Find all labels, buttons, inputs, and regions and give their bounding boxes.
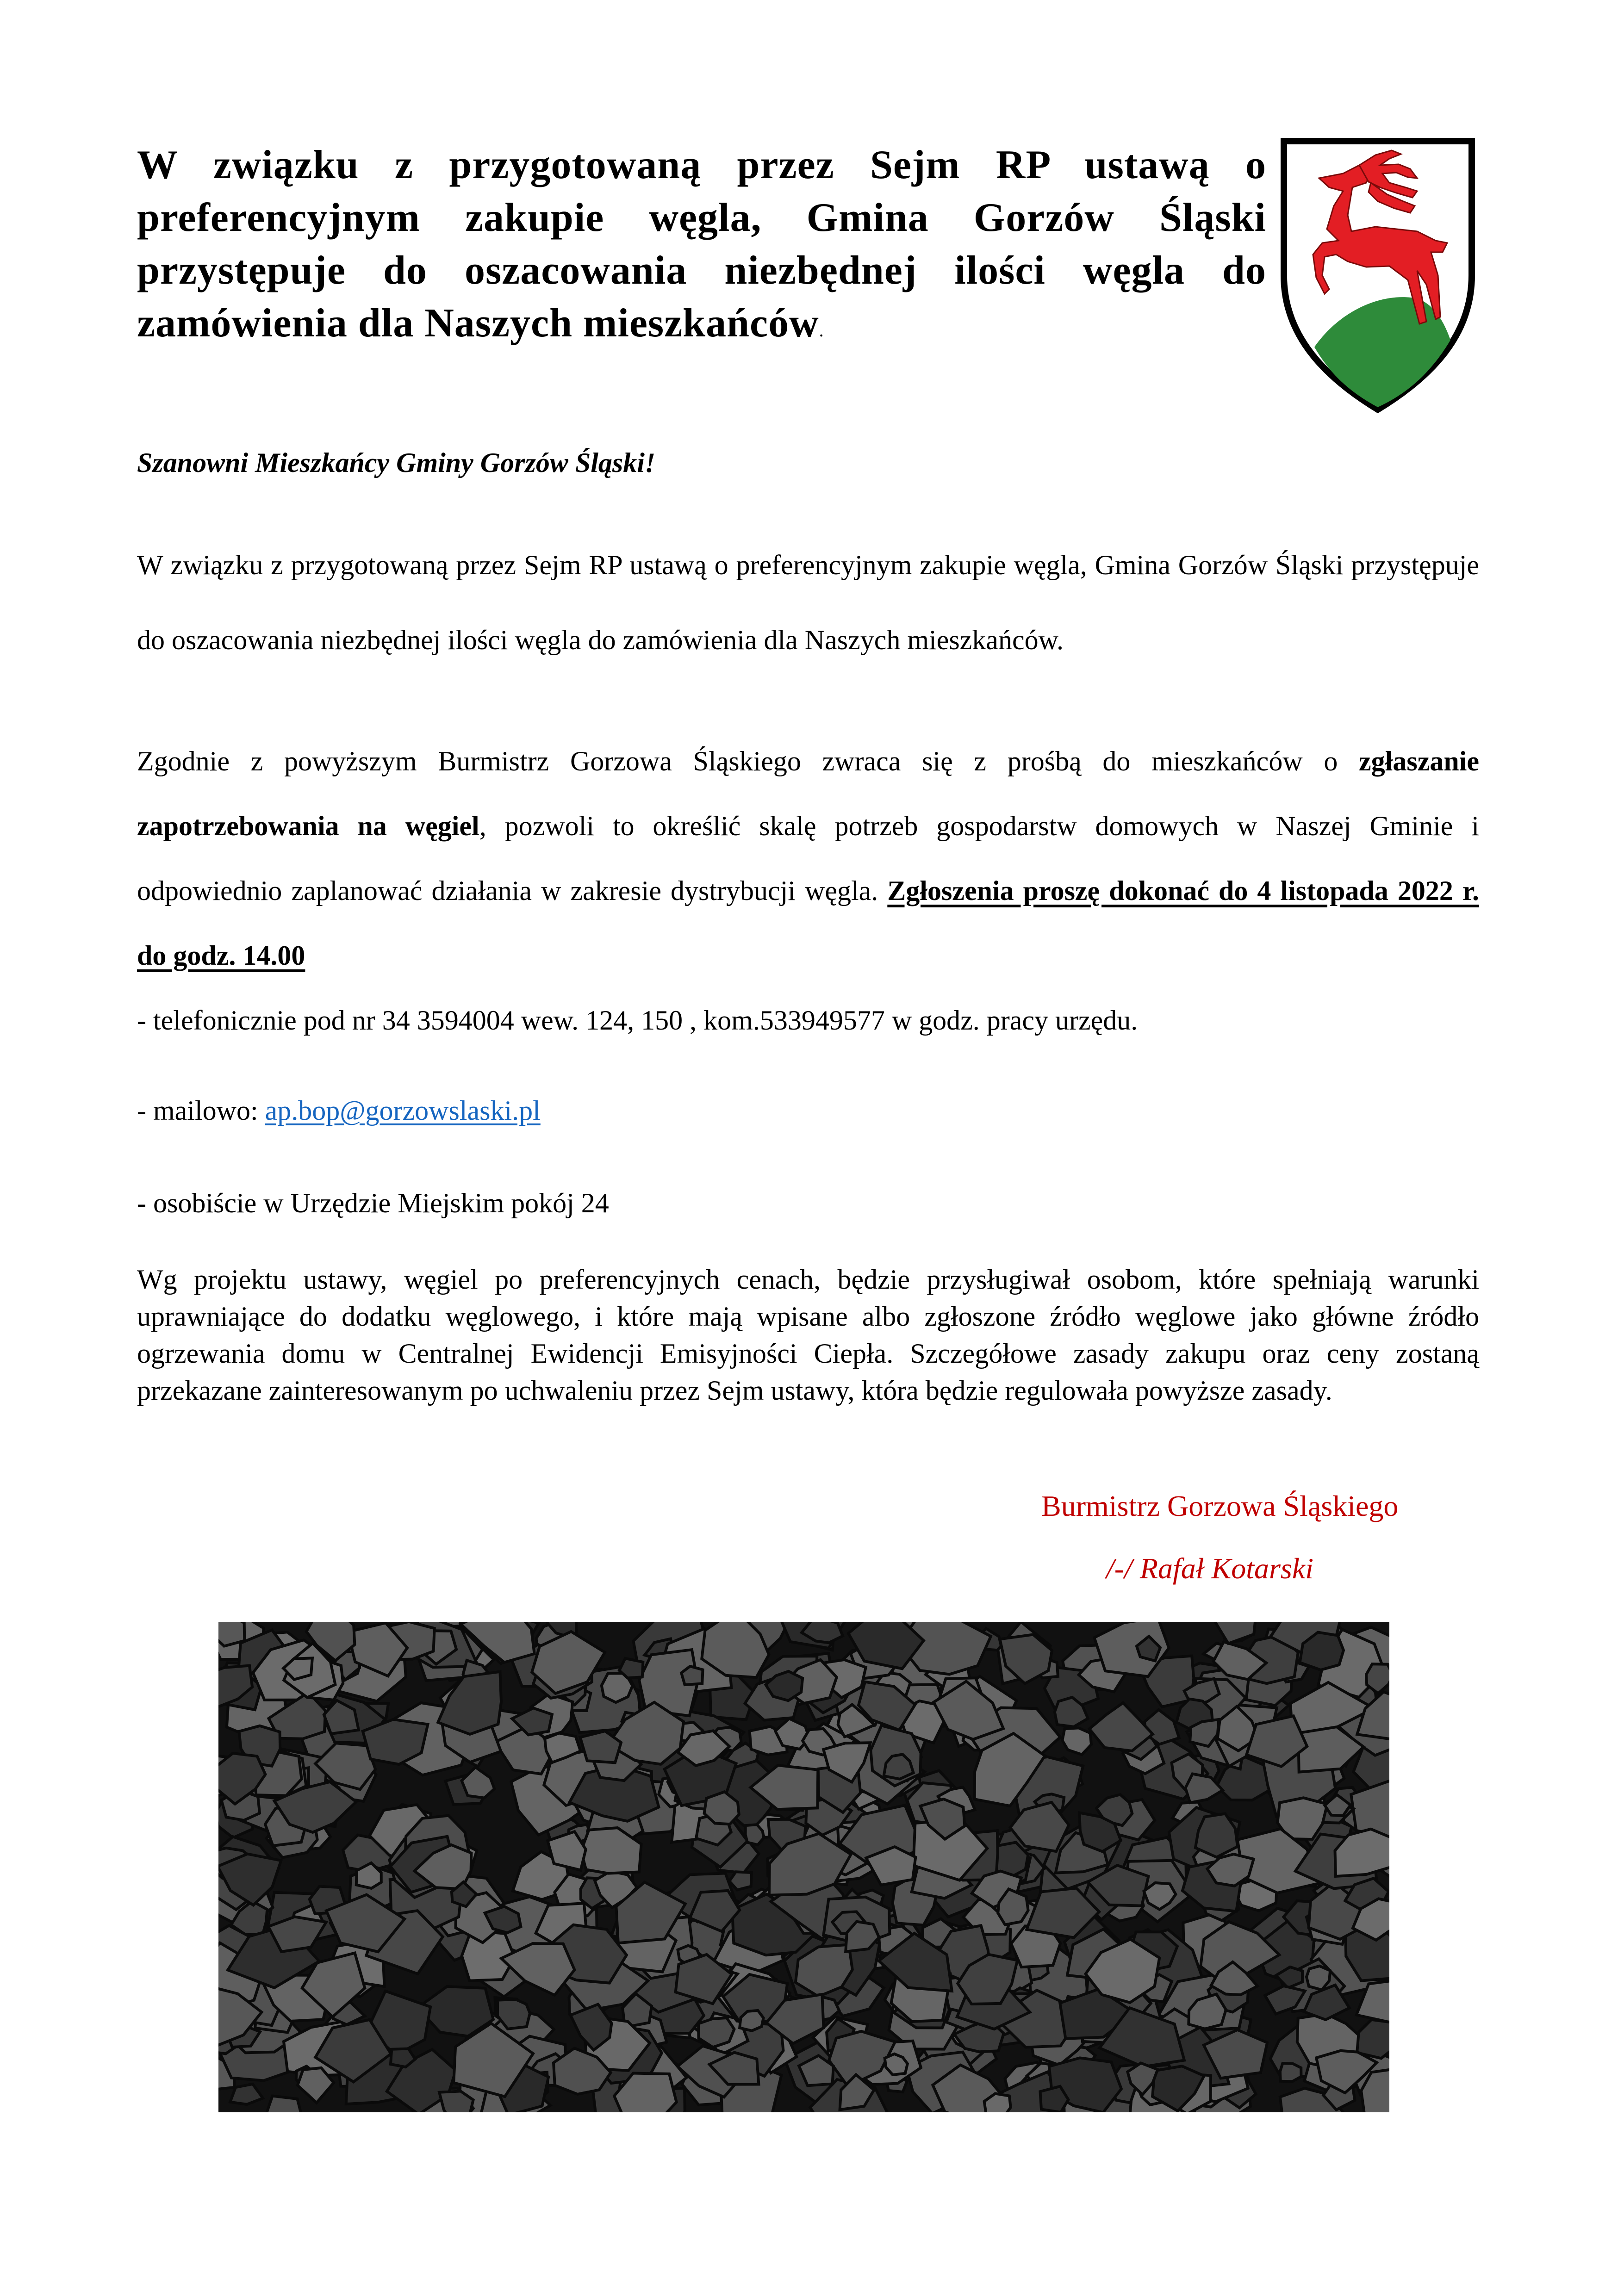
- signature-title: Burmistrz Gorzowa Śląskiego: [1041, 1489, 1399, 1522]
- contact-email-line: [137, 1092, 541, 1129]
- coal-photo: [218, 1622, 1389, 2112]
- law-info-paragraph: Wg projektu ustawy, węgiel po preferencyjnych cenach, będzie przysługiwał osobom, które spełniają warunki uprawniające do dodatku węglowego, i które mają wpisane albo zgłoszone źródło węglowe jako główne źródło ogrzewania domu w Centralnej Ewidencji Emisyjności Ciepła. Szczegółowe zasady zakupu oraz ceny zostaną przekazane zainteresowanym po uchwaleniu przez Sejm ustawy, która będzie regulowała powyższe zasady.: [137, 1264, 1479, 1406]
- email-link[interactable]: ap.bop@gorzowslaski.pl: [265, 1095, 541, 1126]
- request-text-1: Zgodnie z powyższym Burmistrz Gorzowa Śląskiego zwraca się z prośbą do mieszkańców o: [137, 746, 1359, 776]
- deadline-text: Zgłoszenia proszę dokonać do 4 listopada 2022 r. do godz. 14.00: [137, 875, 1479, 971]
- coal-lump: [619, 1658, 643, 1678]
- coal-lump: [265, 2096, 302, 2112]
- coal-lump: [1280, 2063, 1301, 2081]
- headline-text: W związku z przygotowaną przez Sejm RP ustawą o preferencyjnym zakupie węgla, Gmina Gorzów Śląski przystępuje do oszacowania niezbędnej ilości węgla do zamówienia dla Naszych mieszkańców: [137, 143, 1266, 346]
- headline-dot: .: [819, 320, 824, 341]
- intro-paragraph: W związku z przygotowaną przez Sejm RP ustawą o preferencyjnym zakupie węgla, Gmina Gorzów Śląski przystępuje do oszacowania niezbędnej ilości węgla do zamówienia dla Naszych mieszkańców.: [137, 550, 1479, 655]
- contact-in-person: - osobiście w Urzędzie Miejskim pokój 24: [137, 1188, 609, 1218]
- email-label: - mailowo:: [137, 1095, 265, 1126]
- coal-lump: [746, 1824, 764, 1845]
- coal-lump: [1195, 1814, 1238, 1857]
- coal-lump: [1040, 2086, 1069, 2112]
- signature-name: /-/ Rafał Kotarski: [1106, 1552, 1313, 1585]
- coal-lump: [740, 2011, 763, 2031]
- coal-lump: [681, 1666, 703, 1685]
- request-text-2: , pozwoli to określić skalę potrzeb gospodarstw domowych w Naszej Gminie i odpowiednio zaplanować działania w zakresie dystrybucji węgla.: [137, 811, 1479, 906]
- request-bold-text: zgłaszanie zapotrzebowania na węgiel: [137, 746, 1479, 841]
- contact-phone: - telefonicznie pod nr 34 3594004 wew. 124, 150 , kom.533949577 w godz. pracy urzędu.: [137, 1005, 1138, 1036]
- headline: [137, 139, 1266, 357]
- coat-of-arms-icon: [1278, 137, 1477, 414]
- request-paragraph: [137, 729, 1479, 988]
- salutation: Szanowni Mieszkańcy Gminy Gorzów Śląski!: [137, 447, 656, 478]
- coal-lump: [218, 1622, 244, 1646]
- coal-lump: [885, 2054, 908, 2075]
- coal-lump: [698, 2018, 734, 2047]
